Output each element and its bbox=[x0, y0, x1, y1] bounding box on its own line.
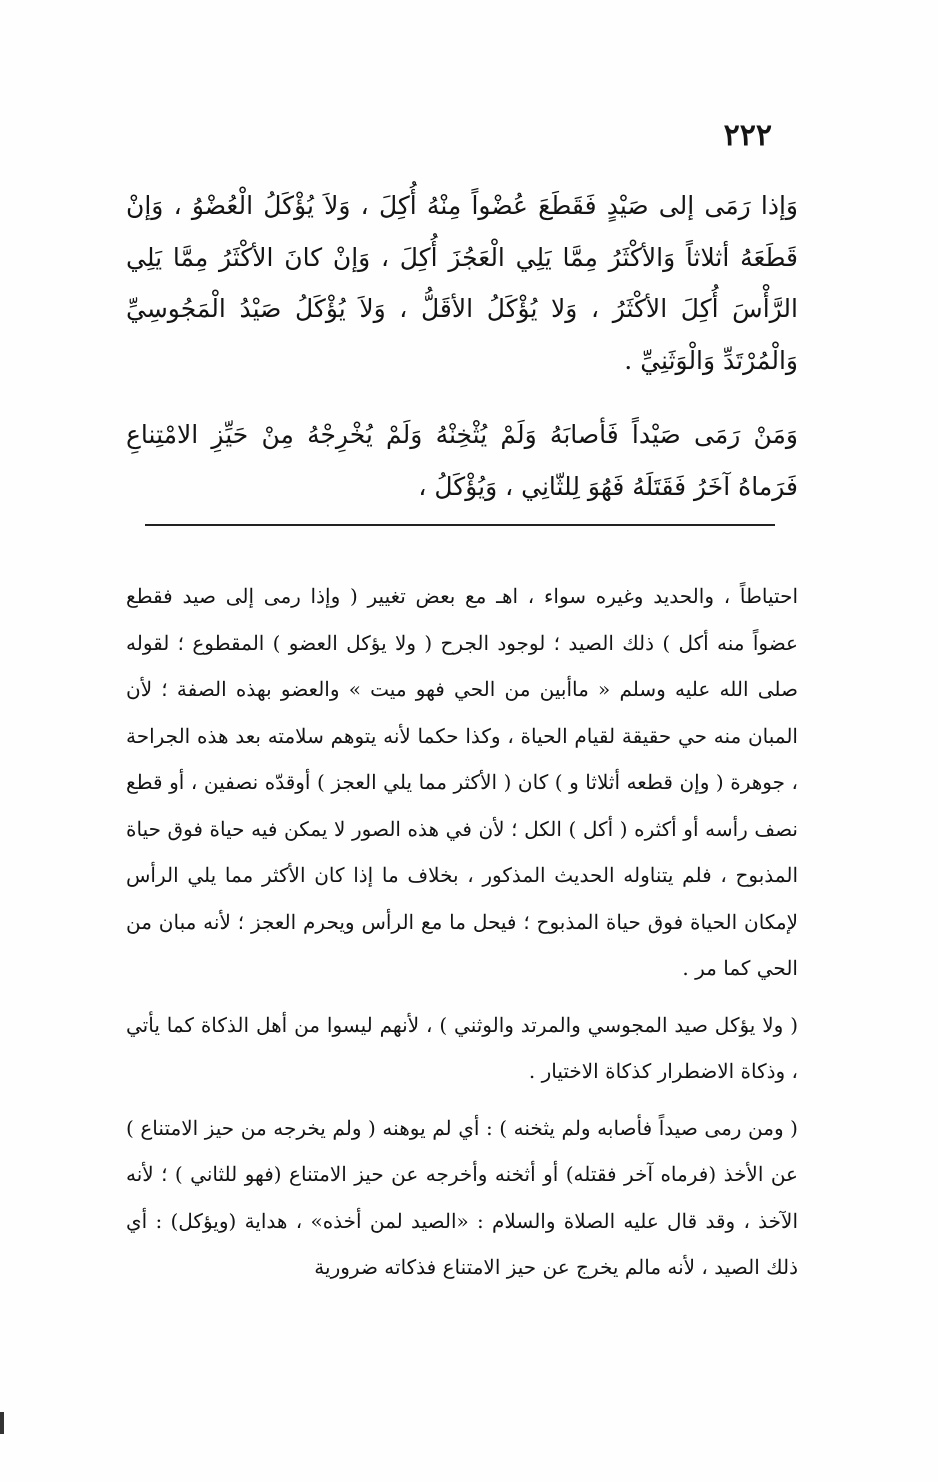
main-text-paragraph: وَمَنْ رَمَى صَيْداً فَأصابَهُ وَلَمْ يُثْخِنْهُ وَلَمْ يُخْرِجْهُ مِنْ حَيِّزِ الامْتِناعِ فَرَماهُ آخَرُ فَقَتَلَهُ فَهُوَ لِلثّانِي ، وَيُؤْكَلُ ، bbox=[126, 420, 798, 501]
main-text-paragraph: وَإذا رَمَى إلى صَيْدٍ فَقَطَعَ عُضْواً مِنْهُ أُكِلَ ، وَلاَ يُؤْكَلُ الْعُضْوُ ، وَإنْ قَطَعَهُ أثلاثاً وَالأكْثَرُ مِمَّا يَلِي الْعَجُزَ أُكِلَ ، وَإنْ كانَ الأكْثَرُ مِمَّا يَلِي الرَّأْسَ أُكِلَ الأكْثَرُ ، وَلا يُؤْكَلُ الأقَلُّ ، وَلاَ يُؤْكَلُ صَيْدُ الْمَجُوسِيِّ وَالْمُرْتَدِّ وَالْوَثَنِيِّ . bbox=[126, 191, 798, 375]
section-divider bbox=[145, 524, 775, 526]
commentary-block bbox=[126, 573, 798, 1291]
commentary-paragraph: ( ولا يؤكل صيد المجوسي والمرتد والوثني ) ، لأنهم ليسوا من أهل الذكاة كما يأتي ، وذكاة الاضطرار كذكاة الاختيار . bbox=[126, 1012, 798, 1083]
scan-edge-mark bbox=[0, 1412, 4, 1434]
page-number: ٢٢٢ bbox=[723, 118, 772, 153]
commentary-paragraph: احتياطاً ، والحديد وغيره سواء ، اهـ مع بعض تغيير ( وإذا رمى إلى صيد فقطع عضواً منه أكل ) ذلك الصيد ؛ لوجود الجرح ( ولا يؤكل العضو ) المقطوع ؛ لقوله صلى الله عليه وسلم « ماأبين من الحي فهو ميت » والعضو بهذه الصفة ؛ لأن المبان منه حي حقيقة لقيام الحياة ، وكذا حكما لأنه يتوهم سلامته بعد هذه الجراحة ، جوهرة ( وإن قطعه أثلاثا و ) كان ( الأكثر مما يلي العجز ) أوقدّه نصفين ، أو قطع نصف رأسه أو أكثره ( أكل ) الكل ؛ لأن في هذه الصور لا يمكن فيه حياة فوق حياة المذبوح ، فلم يتناوله الحديث المذكور ، بخلاف ما إذا كان الأكثر مما يلي الرأس لإمكان الحياة فوق حياة المذبوح ؛ فيحل ما مع الرأس ويحرم العجز ؛ لأنه مبان من الحي كما مر . bbox=[126, 584, 798, 980]
commentary-paragraph: ( ومن رمى صيداً فأصابه ولم يثخنه ) : أي لم يوهنه ( ولم يخرجه من حيز الامتناع ) عن الأخذ (فرماه آخر فقتله) أو أثخنه وأخرجه عن حيز الامتناع (فهو للثاني ) ؛ لأنه الآخذ ، وقد قال عليه الصلاة والسلام : «الصيد لمن أخذه» ، هداية (ويؤكل) : أي ذلك الصيد ، لأنه مالم يخرج عن حيز الامتناع فذكاته ضرورية bbox=[126, 1115, 798, 1279]
main-text-block bbox=[126, 180, 798, 512]
